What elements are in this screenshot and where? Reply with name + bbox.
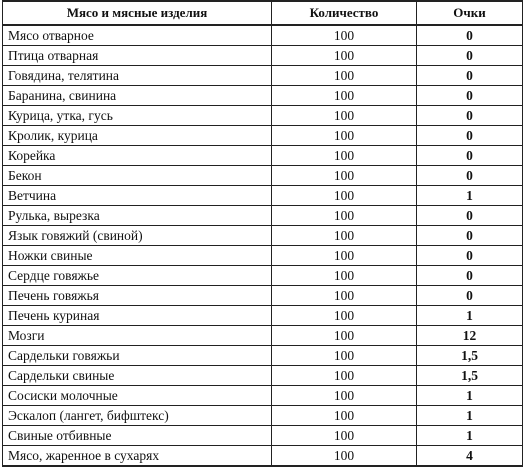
product-name-cell: Эскалоп (лангет, бифштекс) bbox=[3, 406, 272, 426]
quantity-cell: 100 bbox=[272, 25, 417, 46]
header-product: Мясо и мясные изделия bbox=[3, 1, 272, 25]
points-cell: 0 bbox=[417, 25, 523, 46]
table-row bbox=[3, 246, 523, 266]
table-row bbox=[3, 446, 523, 467]
table-row bbox=[3, 25, 523, 46]
table-body bbox=[3, 25, 523, 466]
quantity-cell: 100 bbox=[272, 206, 417, 226]
points-cell: 1 bbox=[417, 306, 523, 326]
table-row bbox=[3, 266, 523, 286]
header-row bbox=[3, 1, 523, 25]
points-cell: 0 bbox=[417, 86, 523, 106]
header-points: Очки bbox=[417, 1, 523, 25]
points-cell: 0 bbox=[417, 226, 523, 246]
quantity-cell: 100 bbox=[272, 46, 417, 66]
table-row bbox=[3, 286, 523, 306]
product-name-cell: Корейка bbox=[3, 146, 272, 166]
product-name-cell: Рулька, вырезка bbox=[3, 206, 272, 226]
table-row bbox=[3, 146, 523, 166]
quantity-cell: 100 bbox=[272, 246, 417, 266]
points-cell: 0 bbox=[417, 66, 523, 86]
points-cell: 1,5 bbox=[417, 366, 523, 386]
quantity-cell: 100 bbox=[272, 306, 417, 326]
product-name-cell: Печень куриная bbox=[3, 306, 272, 326]
product-name-cell: Кролик, курица bbox=[3, 126, 272, 146]
product-name-cell: Мясо отварное bbox=[3, 25, 272, 46]
table-row bbox=[3, 406, 523, 426]
quantity-cell: 100 bbox=[272, 146, 417, 166]
points-cell: 1 bbox=[417, 186, 523, 206]
table-row bbox=[3, 386, 523, 406]
points-cell: 1 bbox=[417, 426, 523, 446]
table-row bbox=[3, 66, 523, 86]
points-cell: 0 bbox=[417, 126, 523, 146]
quantity-cell: 100 bbox=[272, 446, 417, 467]
points-cell: 0 bbox=[417, 246, 523, 266]
table-row bbox=[3, 186, 523, 206]
points-cell: 1 bbox=[417, 406, 523, 426]
header-quantity: Количество bbox=[272, 1, 417, 25]
points-cell: 0 bbox=[417, 166, 523, 186]
points-cell: 1,5 bbox=[417, 346, 523, 366]
quantity-cell: 100 bbox=[272, 406, 417, 426]
product-name-cell: Птица отварная bbox=[3, 46, 272, 66]
table-row bbox=[3, 306, 523, 326]
meat-points-table-container bbox=[2, 0, 522, 467]
table-row bbox=[3, 206, 523, 226]
product-name-cell: Печень говяжья bbox=[3, 286, 272, 306]
table-row bbox=[3, 226, 523, 246]
points-cell: 4 bbox=[417, 446, 523, 467]
quantity-cell: 100 bbox=[272, 366, 417, 386]
quantity-cell: 100 bbox=[272, 286, 417, 306]
product-name-cell: Ножки свиные bbox=[3, 246, 272, 266]
points-cell: 0 bbox=[417, 286, 523, 306]
quantity-cell: 100 bbox=[272, 266, 417, 286]
product-name-cell: Курица, утка, гусь bbox=[3, 106, 272, 126]
product-name-cell: Сосиски молочные bbox=[3, 386, 272, 406]
points-cell: 1 bbox=[417, 386, 523, 406]
table-row bbox=[3, 126, 523, 146]
quantity-cell: 100 bbox=[272, 326, 417, 346]
quantity-cell: 100 bbox=[272, 426, 417, 446]
points-cell: 12 bbox=[417, 326, 523, 346]
points-cell: 0 bbox=[417, 106, 523, 126]
quantity-cell: 100 bbox=[272, 166, 417, 186]
table-row bbox=[3, 86, 523, 106]
table-row bbox=[3, 426, 523, 446]
product-name-cell: Баранина, свинина bbox=[3, 86, 272, 106]
product-name-cell: Бекон bbox=[3, 166, 272, 186]
quantity-cell: 100 bbox=[272, 386, 417, 406]
table-row bbox=[3, 326, 523, 346]
quantity-cell: 100 bbox=[272, 66, 417, 86]
product-name-cell: Сардельки свиные bbox=[3, 366, 272, 386]
product-name-cell: Мозги bbox=[3, 326, 272, 346]
table-row bbox=[3, 346, 523, 366]
quantity-cell: 100 bbox=[272, 186, 417, 206]
table-row bbox=[3, 106, 523, 126]
product-name-cell: Говядина, телятина bbox=[3, 66, 272, 86]
points-cell: 0 bbox=[417, 146, 523, 166]
points-cell: 0 bbox=[417, 46, 523, 66]
table-row bbox=[3, 166, 523, 186]
table-row bbox=[3, 366, 523, 386]
quantity-cell: 100 bbox=[272, 106, 417, 126]
table-header bbox=[3, 1, 523, 25]
product-name-cell: Сардельки говяжьи bbox=[3, 346, 272, 366]
meat-points-table bbox=[2, 0, 523, 467]
points-cell: 0 bbox=[417, 266, 523, 286]
product-name-cell: Язык говяжий (свиной) bbox=[3, 226, 272, 246]
quantity-cell: 100 bbox=[272, 86, 417, 106]
table-row bbox=[3, 46, 523, 66]
quantity-cell: 100 bbox=[272, 226, 417, 246]
product-name-cell: Сердце говяжье bbox=[3, 266, 272, 286]
product-name-cell: Ветчина bbox=[3, 186, 272, 206]
points-cell: 0 bbox=[417, 206, 523, 226]
product-name-cell: Свиные отбивные bbox=[3, 426, 272, 446]
quantity-cell: 100 bbox=[272, 346, 417, 366]
quantity-cell: 100 bbox=[272, 126, 417, 146]
product-name-cell: Мясо, жаренное в сухарях bbox=[3, 446, 272, 467]
